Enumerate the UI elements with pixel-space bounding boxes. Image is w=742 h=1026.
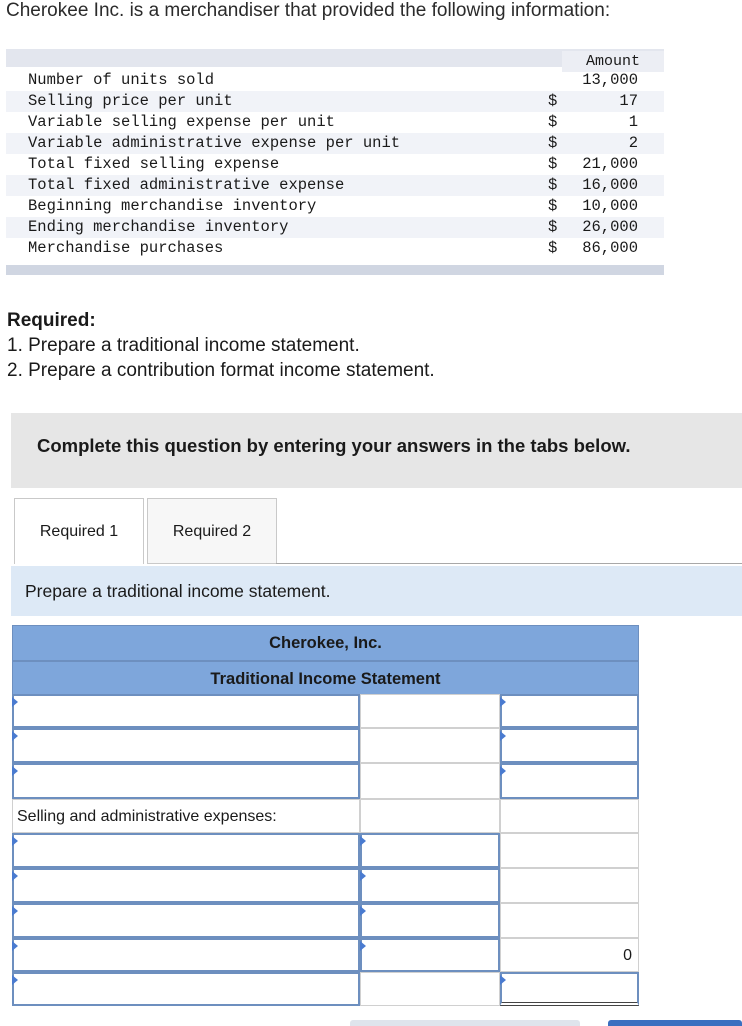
amount-input[interactable] bbox=[360, 868, 500, 903]
fact-value: 21,000 bbox=[582, 155, 638, 173]
total-cell bbox=[500, 903, 639, 938]
amount-cell bbox=[360, 763, 500, 799]
label-input[interactable] bbox=[12, 694, 360, 728]
banner-text: Complete this question by entering your answers in the tabs below. bbox=[37, 435, 631, 456]
sga-label: Selling and administrative expenses: bbox=[17, 808, 277, 825]
fact-value: 2 bbox=[628, 134, 638, 152]
total-cell bbox=[500, 938, 639, 972]
fact-label: Beginning merchandise inventory bbox=[28, 197, 317, 215]
fact-row-variable-admin bbox=[6, 133, 664, 154]
next-button[interactable] bbox=[608, 1020, 742, 1026]
total-value: 0 bbox=[623, 947, 632, 964]
total-cell bbox=[500, 833, 639, 868]
fact-currency: $ bbox=[548, 92, 558, 110]
tab-divider bbox=[276, 563, 742, 564]
fact-label: Variable administrative expense per unit bbox=[28, 134, 401, 152]
label-input[interactable] bbox=[12, 763, 360, 799]
amount-column-header: Amount bbox=[562, 51, 664, 72]
label-input[interactable] bbox=[12, 868, 360, 903]
prev-button[interactable] bbox=[350, 1020, 580, 1026]
amount-cell bbox=[360, 972, 500, 1006]
fact-row-fixed-selling bbox=[6, 154, 664, 175]
fact-currency: $ bbox=[548, 113, 558, 131]
label-input[interactable] bbox=[12, 833, 360, 868]
required-item-2: 2. Prepare a contribution format income statement. bbox=[7, 360, 435, 381]
fact-currency: $ bbox=[548, 155, 558, 173]
instruction-text: Prepare a traditional income statement. bbox=[25, 581, 331, 601]
label-input[interactable] bbox=[12, 938, 360, 972]
total-cell bbox=[500, 868, 639, 903]
fact-label: Total fixed selling expense bbox=[28, 155, 280, 173]
fact-label: Selling price per unit bbox=[28, 92, 233, 110]
statement-title: Traditional Income Statement bbox=[12, 661, 639, 697]
fact-value: 16,000 bbox=[582, 176, 638, 194]
fact-currency: $ bbox=[548, 239, 558, 257]
fact-row-selling-price bbox=[6, 91, 664, 112]
amount-cell bbox=[360, 728, 500, 763]
required-section bbox=[7, 308, 435, 383]
label-input[interactable] bbox=[12, 903, 360, 938]
tab-instruction bbox=[11, 566, 742, 616]
total-cell bbox=[500, 799, 639, 833]
fact-value: 13,000 bbox=[582, 71, 638, 89]
fact-value: 26,000 bbox=[582, 218, 638, 236]
required-item-1: 1. Prepare a traditional income statement. bbox=[7, 335, 360, 356]
label-input[interactable] bbox=[12, 728, 360, 763]
tab-required-1[interactable]: Required 1 bbox=[14, 498, 144, 564]
facts-footer-band bbox=[6, 265, 664, 275]
fact-value: 17 bbox=[619, 92, 638, 110]
fact-label: Ending merchandise inventory bbox=[28, 218, 289, 236]
facts-table bbox=[6, 49, 664, 275]
fact-currency: $ bbox=[548, 197, 558, 215]
amount-cell bbox=[360, 799, 500, 833]
fact-row-beginning-inventory bbox=[6, 196, 664, 217]
total-input[interactable] bbox=[500, 694, 639, 728]
instructions-banner bbox=[11, 413, 742, 488]
tab-required-2[interactable]: Required 2 bbox=[147, 498, 277, 564]
fact-currency: $ bbox=[548, 176, 558, 194]
fact-row-units-sold bbox=[6, 70, 664, 91]
required-heading: Required: bbox=[7, 310, 96, 331]
amount-input[interactable] bbox=[360, 903, 500, 938]
total-input[interactable] bbox=[500, 728, 639, 763]
fact-currency: $ bbox=[548, 134, 558, 152]
fact-label: Number of units sold bbox=[28, 71, 215, 89]
fact-label: Merchandise purchases bbox=[28, 239, 224, 257]
total-input[interactable] bbox=[500, 972, 639, 1006]
fact-value: 10,000 bbox=[582, 197, 638, 215]
label-input[interactable] bbox=[12, 972, 360, 1006]
fact-row-variable-selling bbox=[6, 112, 664, 133]
amount-cell bbox=[360, 694, 500, 728]
sga-label-cell bbox=[12, 799, 360, 833]
fact-value: 1 bbox=[628, 113, 638, 131]
fact-value: 86,000 bbox=[582, 239, 638, 257]
statement-company: Cherokee, Inc. bbox=[12, 625, 639, 661]
amount-input[interactable] bbox=[360, 833, 500, 868]
fact-row-purchases bbox=[6, 238, 664, 259]
fact-currency: $ bbox=[548, 218, 558, 236]
total-input[interactable] bbox=[500, 763, 639, 799]
intro-text: Cherokee Inc. is a merchandiser that provided the following information: bbox=[6, 0, 611, 21]
fact-row-ending-inventory bbox=[6, 217, 664, 238]
amount-input[interactable] bbox=[360, 938, 500, 972]
fact-label: Variable selling expense per unit bbox=[28, 113, 335, 131]
fact-label: Total fixed administrative expense bbox=[28, 176, 345, 194]
fact-row-fixed-admin bbox=[6, 175, 664, 196]
